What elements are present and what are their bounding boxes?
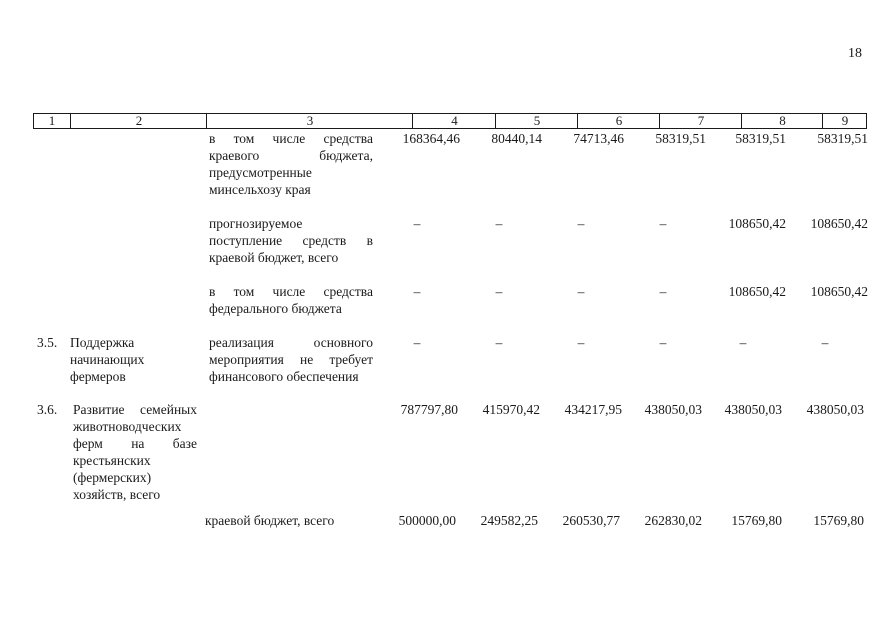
header-cell-8: 8 xyxy=(741,114,823,128)
value-col-7: 58319,51 xyxy=(655,131,706,146)
value-col-4: – xyxy=(413,216,421,231)
header-cell-1: 1 xyxy=(48,113,56,128)
value-col-8: 108650,42 xyxy=(728,216,786,231)
row-index: 3.6. xyxy=(37,402,58,417)
header-cell-5: 5 xyxy=(495,114,578,128)
value-col-8: 438050,03 xyxy=(724,402,782,417)
value-col-7: – xyxy=(659,284,667,299)
row-index: 3.5. xyxy=(37,335,58,350)
value-col-9: 108650,42 xyxy=(810,284,868,299)
header-cell-3: 3 xyxy=(206,114,413,128)
value-col-4: – xyxy=(413,335,421,350)
row-description: в том числе средства краевого бюджета, предусмотренные минсельхозу края xyxy=(209,131,373,197)
value-col-4: 168364,46 xyxy=(402,131,460,146)
row-name: Поддержка начинающих фермеров xyxy=(70,335,145,384)
row-description: краевой бюджет, всего xyxy=(205,513,335,528)
value-col-7: – xyxy=(659,335,667,350)
header-cell-7: 7 xyxy=(659,114,742,128)
header-cell-9: 9 xyxy=(822,114,867,128)
value-col-5: – xyxy=(495,216,503,231)
value-col-6: – xyxy=(577,284,585,299)
value-col-7: – xyxy=(659,216,667,231)
value-col-9: 15769,80 xyxy=(813,513,864,528)
value-col-5: 415970,42 xyxy=(482,402,540,417)
value-col-4: 787797,80 xyxy=(400,402,458,417)
header-cell-4: 4 xyxy=(412,114,496,128)
value-col-4: 500000,00 xyxy=(398,513,456,528)
header-cell-6: 6 xyxy=(577,114,660,128)
value-col-9: 58319,51 xyxy=(817,131,868,146)
table-header-row xyxy=(33,113,867,129)
value-col-6: 74713,46 xyxy=(573,131,624,146)
value-col-8: 15769,80 xyxy=(731,513,782,528)
value-col-8: 108650,42 xyxy=(728,284,786,299)
value-col-5: 249582,25 xyxy=(480,513,538,528)
value-col-8: 58319,51 xyxy=(735,131,786,146)
value-col-5: – xyxy=(495,284,503,299)
value-col-6: – xyxy=(577,216,585,231)
value-col-6: 434217,95 xyxy=(564,402,622,417)
value-col-4: – xyxy=(413,284,421,299)
value-col-8: – xyxy=(739,335,747,350)
row-description: в том числе средства федерального бюджета xyxy=(209,284,373,316)
value-col-9: – xyxy=(821,335,829,350)
header-cell-2: 2 xyxy=(70,114,207,128)
value-col-7: 262830,02 xyxy=(644,513,702,528)
value-col-5: 80440,14 xyxy=(491,131,542,146)
value-col-5: – xyxy=(495,335,503,350)
row-description: прогнозируемое поступление средств в краевой бюджет, всего xyxy=(209,216,373,265)
value-col-6: 260530,77 xyxy=(562,513,620,528)
value-col-9: 438050,03 xyxy=(806,402,864,417)
page-number: 18 xyxy=(848,46,862,61)
value-col-9: 108650,42 xyxy=(810,216,868,231)
row-name: Развитие семейных животноводческих ферм на базе крестьянских (фермерских) хозяйств, всего xyxy=(73,402,197,502)
value-col-7: 438050,03 xyxy=(644,402,702,417)
value-col-6: – xyxy=(577,335,585,350)
row-description: реализация основного мероприятия не требует финансового обеспечения xyxy=(209,335,373,384)
